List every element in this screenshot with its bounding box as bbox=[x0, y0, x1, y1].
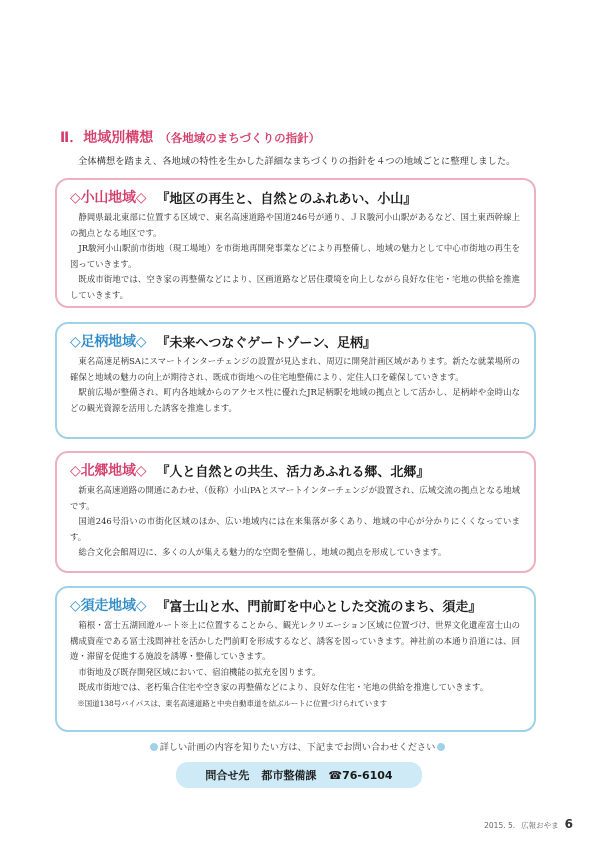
area-paragraph: 総合文化会館周辺に、多くの人が集える魅力的な空間を整備し、地域の拠点を形成していきます。 bbox=[78, 547, 447, 558]
section-heading bbox=[60, 127, 320, 147]
contact-prompt-text: 詳しい計画の内容を知りたい方は、下記までお問い合わせください bbox=[159, 742, 436, 753]
page-footer bbox=[484, 817, 573, 831]
area-paragraph: 既成市街地では、老朽集合住宅や空き家の再整備などにより、良好な住宅・宅地の供給を推進していきます。 bbox=[78, 682, 489, 693]
contact-box bbox=[176, 762, 422, 788]
area-paragraph: 国道246号沿いの市街化区域のほか、広い地域内には在来集落が多くあり、地域の中心が分かりにくくなっています。 bbox=[70, 516, 520, 542]
section-subtitle: （各地域のまちづくりの指針） bbox=[159, 131, 321, 145]
area-slogan: 『富士山と水、門前町を中心とした交流のまち、須走』 bbox=[156, 599, 482, 615]
area-slogan: 『人と自然との共生、活力あふれる郷、北郷』 bbox=[156, 464, 430, 480]
page-number: 6 bbox=[564, 817, 573, 831]
area-paragraph: 既成市街地では、空き家の再整備などにより、区画道路など居住環境を向上しながら良好な住宅・宅地の供給を推進していきます。 bbox=[70, 274, 520, 300]
area-box-oyama bbox=[55, 178, 536, 308]
area-paragraph: 駅前広場が整備され、町内各地域からのアクセス性に優れたJR足柄駅を地域の拠点として活かし、足柄峠や金時山などの観光資源を活用した誘客を推進します。 bbox=[70, 387, 520, 413]
area-box-ashigara bbox=[55, 322, 536, 439]
area-box-kitago bbox=[55, 451, 536, 573]
area-paragraph: 箱根・富士五湖回遊ルート※上に位置することから、観光レクリエーション区域に位置づけ、世界文化遺産富士山の構成資産である冨士浅間神社を活かした門前町を形成するなど、誘客を図っていきます。神社前の本通り沿道には、回遊・滞留を促進する施設を誘導・整備していきます。 bbox=[70, 620, 520, 662]
area-box-subashiri bbox=[55, 586, 536, 732]
area-paragraph: 東名高速足柄SAにスマートインターチェンジの設置が見込まれ、周辺に開発計画区域があります。新たな就業場所の確保と地域の魅力の向上が期待され、既成市街地への住宅地整備により、定住人口を確保していきます。 bbox=[70, 356, 520, 382]
area-name: ◇須走地域◇ bbox=[70, 598, 147, 614]
area-note: ※国道138号バイパスは、東名高速道路と中央自動車道を結ぶルートに位置づけられています bbox=[77, 698, 387, 708]
area-slogan: 『地区の再生と、自然とのふれあい、小山』 bbox=[156, 191, 417, 207]
area-name: ◇足柄地域◇ bbox=[70, 334, 147, 350]
contact-label: 問合せ先 bbox=[205, 769, 250, 782]
section-title: Ⅱ．地域別構想 bbox=[60, 130, 154, 146]
area-paragraph: 市街地及び既存開発区域において、宿泊機能の拡充を図ります。 bbox=[78, 666, 321, 677]
bullet-dot-icon bbox=[437, 743, 445, 751]
bullet-dot-icon bbox=[150, 743, 158, 751]
magazine-name: 広報おやま bbox=[521, 821, 559, 830]
area-paragraph: 静岡県最北東部に位置する区域で、東名高速道路や国道246号が通り、ＪＲ駿河小山駅があるなど、国土東西幹線上の拠点となる地区です。 bbox=[70, 212, 520, 238]
issue-date: 2015. 5. bbox=[484, 821, 516, 830]
area-name: ◇北郷地域◇ bbox=[70, 463, 147, 479]
area-paragraph: 新東名高速道路の開通にあわせ、（仮称）小山PAとスマートインターチェンジが設置され、広域交流の拠点となる地域です。 bbox=[70, 485, 520, 511]
contact-department: 都市整備課 bbox=[261, 769, 317, 782]
contact-prompt bbox=[0, 739, 595, 753]
area-slogan: 『未来へつなぐゲートゾーン、足柄』 bbox=[156, 335, 377, 351]
intro-text: 全体構想を踏まえ、各地域の特性を生かした詳細なまちづくりの指針を４つの地域ごとに整理しました。 bbox=[78, 156, 516, 167]
area-paragraph: JR駿河小山駅前市街地（現工場地）を市街地再開発事業などにより再整備し、地域の魅力として中心市街地の再生を図っていきます。 bbox=[70, 243, 520, 269]
contact-phone: ☎76-6104 bbox=[328, 768, 393, 782]
area-name: ◇小山地域◇ bbox=[70, 190, 147, 206]
